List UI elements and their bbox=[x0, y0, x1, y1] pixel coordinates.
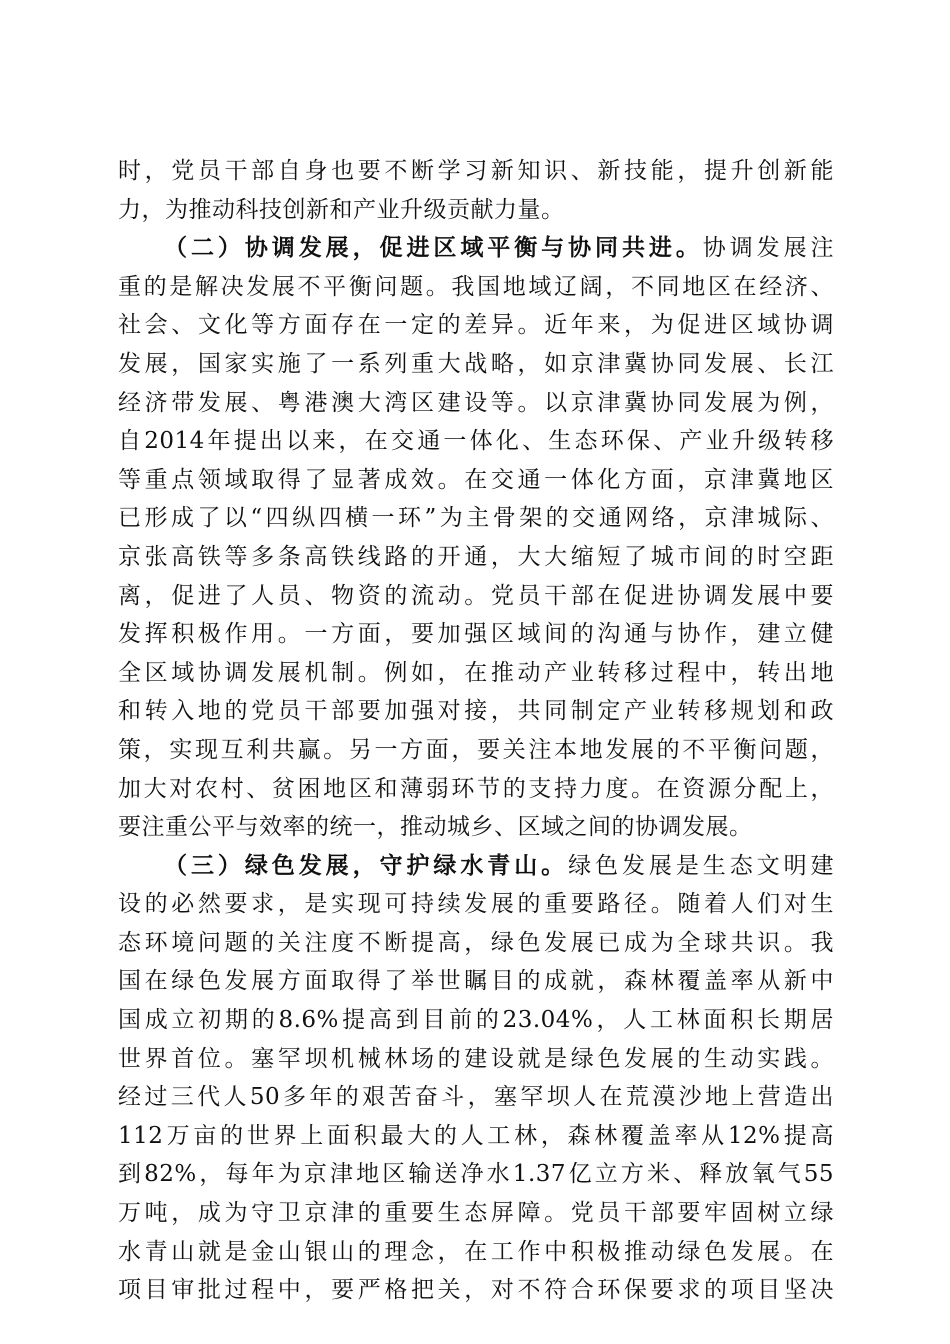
line-text: 发展，国家实施了一系列重大战略，如京津冀协同发展、长江 bbox=[118, 350, 834, 377]
line-text: 经过三代人50多年的艰苦奋斗，塞罕坝人在荒漠沙地上营造出 bbox=[118, 1084, 834, 1111]
text-line bbox=[118, 924, 834, 963]
text-line bbox=[118, 654, 834, 693]
section-heading: （三）绿色发展，守护绿水青山。 bbox=[164, 851, 569, 879]
text-line bbox=[118, 538, 834, 577]
line-text: 京张高铁等多条高铁线路的开通，大大缩短了城市间的时空距 bbox=[118, 543, 834, 570]
text-line bbox=[118, 422, 834, 461]
line-text: 112万亩的世界上面积最大的人工林，森林覆盖率从12%提高 bbox=[118, 1122, 834, 1149]
line-text: 万吨，成为守卫京津的重要生态屏障。党员干部要牢固树立绿 bbox=[118, 1200, 834, 1227]
line-text: 策，实现互利共赢。另一方面，要关注本地发展的不平衡问题， bbox=[118, 736, 834, 763]
line-text: 和转入地的党员干部要加强对接，共同制定产业转移规划和政 bbox=[118, 698, 834, 725]
text-line bbox=[118, 1117, 834, 1156]
line-text: 自2014年提出以来，在交通一体化、生态环保、产业升级转移 bbox=[118, 428, 834, 455]
text-line bbox=[118, 1233, 834, 1272]
line-text: 加大对农村、贫困地区和薄弱环节的支持力度。在资源分配上， bbox=[118, 775, 834, 802]
line-text: 水青山就是金山银山的理念，在工作中积极推动绿色发展。在 bbox=[118, 1238, 834, 1265]
line-text: 协调发展注 bbox=[702, 235, 834, 262]
body-text bbox=[118, 152, 834, 1310]
line-text: 经济带发展、粤港澳大湾区建设等。以京津冀协同发展为例， bbox=[118, 389, 834, 416]
text-line bbox=[118, 345, 834, 384]
text-line bbox=[118, 306, 834, 345]
line-text: 国在绿色发展方面取得了举世瞩目的成就，森林覆盖率从新中 bbox=[118, 968, 834, 995]
line-text: 设的必然要求，是实现可持续发展的重要路径。随着人们对生 bbox=[118, 891, 834, 918]
paragraph-heading-line bbox=[118, 229, 834, 268]
line-text: 时，党员干部自身也要不断学习新知识、新技能，提升创新能 bbox=[118, 158, 834, 184]
text-line bbox=[118, 577, 834, 616]
line-text: 发挥积极作用。一方面，要加强区域间的沟通与协作，建立健 bbox=[118, 621, 834, 648]
text-line bbox=[118, 1194, 834, 1233]
text-line bbox=[118, 1078, 834, 1117]
line-text: 离，促进了人员、物资的流动。党员干部在促进协调发展中要 bbox=[118, 582, 834, 609]
line-text: 重的是解决发展不平衡问题。我国地域辽阔，不同地区在经济、 bbox=[118, 273, 834, 300]
paragraph-heading-line bbox=[118, 847, 834, 886]
text-line bbox=[118, 962, 834, 1001]
text-line bbox=[118, 770, 834, 809]
text-line bbox=[118, 1001, 834, 1040]
section-heading: （二）协调发展，促进区域平衡与协同共进。 bbox=[164, 234, 703, 262]
line-text: 要注重公平与效率的统一，推动城乡、区域之间的协调发展。 bbox=[118, 814, 753, 841]
text-line bbox=[118, 499, 834, 538]
line-text: 全区域协调发展机制。例如，在推动产业转移过程中，转出地 bbox=[118, 659, 834, 686]
line-text: 世界首位。塞罕坝机械林场的建设就是绿色发展的生动实践。 bbox=[118, 1045, 834, 1072]
text-line bbox=[118, 615, 834, 654]
line-text: 国成立初期的8.6%提高到目前的23.04%，人工林面积长期居 bbox=[118, 1007, 834, 1034]
text-line bbox=[118, 384, 834, 423]
text-line bbox=[118, 692, 834, 731]
text-line bbox=[118, 885, 834, 924]
line-text: 到82%，每年为京津地区输送净水1.37亿立方米、释放氧气55 bbox=[118, 1161, 834, 1188]
text-line bbox=[118, 808, 834, 847]
text-line bbox=[118, 461, 834, 500]
text-line bbox=[118, 731, 834, 770]
text-line bbox=[118, 1155, 834, 1194]
text-line bbox=[118, 152, 834, 191]
line-text: 绿色发展是生态文明建 bbox=[568, 852, 834, 879]
line-text: 项目审批过程中，要严格把关，对不符合环保要求的项目坚决 bbox=[118, 1277, 834, 1304]
line-text: 等重点领域取得了显著成效。在交通一体化方面，京津冀地区 bbox=[118, 466, 834, 493]
text-line bbox=[118, 1040, 834, 1079]
line-text: 力，为推动科技创新和产业升级贡献力量。 bbox=[118, 196, 565, 223]
line-text: 已形成了以“四纵四横一环”为主骨架的交通网络，京津城际、 bbox=[118, 505, 834, 532]
line-text: 社会、文化等方面存在一定的差异。近年来，为促进区域协调 bbox=[118, 312, 834, 339]
text-line bbox=[118, 191, 834, 230]
text-line bbox=[118, 268, 834, 307]
line-text: 态环境问题的关注度不断提高，绿色发展已成为全球共识。我 bbox=[118, 929, 834, 956]
text-line bbox=[118, 1271, 834, 1310]
